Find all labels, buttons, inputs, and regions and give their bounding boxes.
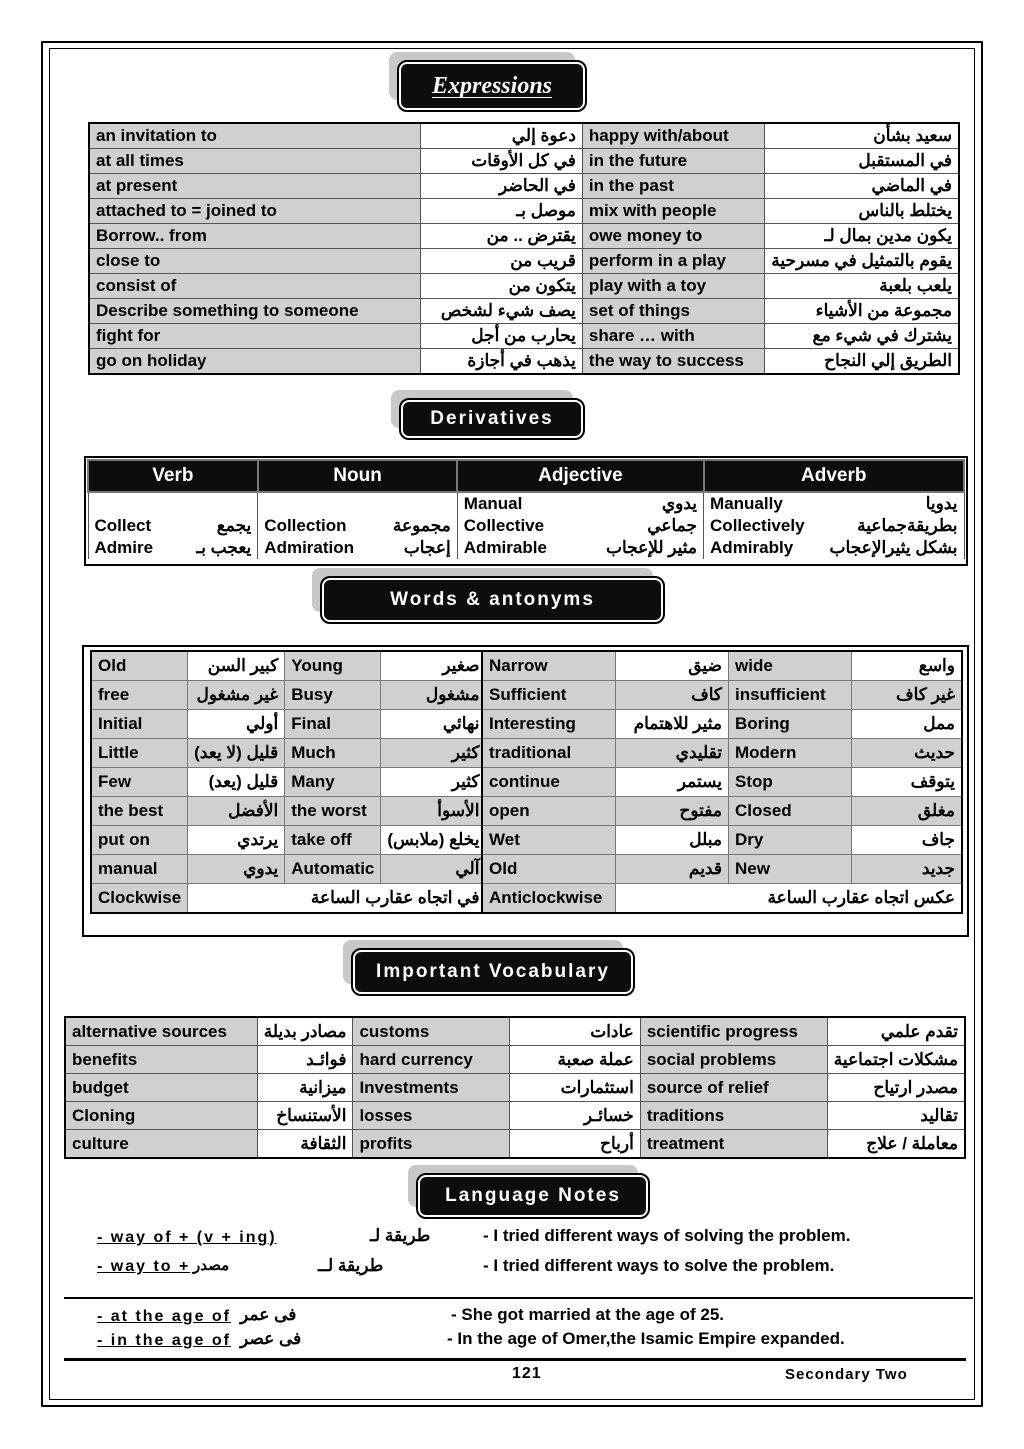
antonym-meaning: تقليدي (616, 739, 729, 768)
antonym-row (482, 739, 962, 768)
derivative-ar: يجمع (216, 516, 252, 535)
vocabulary-en: customs (353, 1017, 509, 1046)
expression-ar: في المستقبل (765, 149, 959, 174)
antonym-meaning: آلي (381, 855, 487, 884)
vocabulary-en: scientific progress (640, 1017, 827, 1046)
expression-en: an invitation to (89, 123, 420, 149)
antonym-word: Many (285, 768, 381, 797)
antonym-word: Narrow (482, 651, 616, 681)
antonym-word: open (482, 797, 616, 826)
antonym-row (91, 651, 486, 681)
antonym-meaning: يرتدي (188, 826, 285, 855)
antonym-meaning: كثير (381, 739, 487, 768)
expression-row (89, 324, 959, 349)
derivative-row (88, 537, 964, 559)
vocabulary-row (65, 1102, 965, 1130)
note-way-of-key: - way of + (v + ing) (97, 1229, 277, 1246)
antonym-meaning: قديم (616, 855, 729, 884)
vocabulary-en: social problems (640, 1046, 827, 1074)
expression-ar: في الماضي (765, 174, 959, 199)
antonym-word: Much (285, 739, 381, 768)
expression-row (89, 274, 959, 299)
antonym-word: Automatic (285, 855, 381, 884)
antonym-meaning: قليل (يعد) (188, 768, 285, 797)
antonym-word: take off (285, 826, 381, 855)
vocabulary-en: Cloning (65, 1102, 257, 1130)
derivative-cell (88, 492, 258, 515)
note-way-of-example: - I tried different ways of solving the problem. (483, 1226, 851, 1245)
vocabulary-row (65, 1017, 965, 1046)
expression-ar: الطريق إلي النجاح (765, 349, 959, 375)
antonym-word: Closed (729, 797, 852, 826)
vocabulary-ar: عادات (509, 1017, 640, 1046)
antonyms-header: Words & antonyms (322, 578, 663, 622)
derivative-cell (704, 537, 964, 559)
antonym-meaning: مثير للاهتمام (616, 710, 729, 739)
derivatives-table (87, 459, 965, 559)
antonym-row (482, 855, 962, 884)
derivative-column-header: Adjective (457, 460, 703, 492)
note-in-age-arabic: فى عصر (240, 1329, 302, 1348)
vocabulary-ar: فوائـد (257, 1046, 353, 1074)
note-in-age-key: - in the age of (97, 1332, 231, 1349)
vocabulary-header: Important Vocabulary (353, 950, 633, 994)
vocabulary-ar: معاملة / علاج (827, 1130, 965, 1159)
antonym-meaning: مغلق (852, 797, 963, 826)
expression-ar: سعيد بشأن (765, 123, 959, 149)
expression-row (89, 249, 959, 274)
note-way-to-arabic-1: مصدر (193, 1257, 230, 1274)
vocabulary-en: culture (65, 1130, 257, 1159)
vocabulary-ar: ميزانية (257, 1074, 353, 1102)
antonym-meaning: الأفضل (188, 797, 285, 826)
derivatives-header: Derivatives (401, 400, 583, 438)
note-way-to-arabic-2: طريقة لــ (318, 1256, 384, 1275)
derivative-column-header: Adverb (704, 460, 964, 492)
expression-en: consist of (89, 274, 420, 299)
antonym-meaning: غير مشغول (188, 681, 285, 710)
antonym-row (482, 710, 962, 739)
expression-en: perform in a play (582, 249, 764, 274)
expression-row (89, 349, 959, 375)
vocabulary-table (64, 1016, 966, 1159)
note-way-to-example: - I tried different ways to solve the problem. (483, 1256, 835, 1275)
antonym-row (482, 826, 962, 855)
antonym-row (482, 884, 962, 914)
antonym-word: Clockwise (91, 884, 188, 914)
expression-ar: مجموعة من الأشياء (765, 299, 959, 324)
vocabulary-en: losses (353, 1102, 509, 1130)
derivative-cell (88, 515, 258, 537)
expression-ar: يلعب بلعبة (765, 274, 959, 299)
vocabulary-ar: مصدر ارتياح (827, 1074, 965, 1102)
antonym-meaning: يدوي (188, 855, 285, 884)
antonym-word: Modern (729, 739, 852, 768)
antonyms-right-table (481, 650, 963, 914)
antonym-meaning: واسع (852, 651, 963, 681)
derivative-cell (258, 515, 457, 537)
vocabulary-en: profits (353, 1130, 509, 1159)
vocabulary-ar: مصادر بديلة (257, 1017, 353, 1046)
derivative-en: Collectively (710, 516, 805, 535)
expression-en: owe money to (582, 224, 764, 249)
antonym-meaning: مفتوح (616, 797, 729, 826)
derivative-column-header: Verb (88, 460, 258, 492)
expression-en: go on holiday (89, 349, 420, 375)
derivative-ar: يدويا (925, 494, 958, 513)
derivative-en: Collection (264, 516, 347, 535)
antonym-word: Old (91, 651, 188, 681)
antonym-meaning: يتوقف (852, 768, 963, 797)
antonym-word: New (729, 855, 852, 884)
derivative-ar: إعجاب (403, 538, 451, 557)
derivative-en: Admire (94, 538, 154, 557)
antonym-word: Busy (285, 681, 381, 710)
derivative-cell (704, 515, 964, 537)
antonym-word: Initial (91, 710, 188, 739)
expression-row (89, 149, 959, 174)
antonym-meaning: حديث (852, 739, 963, 768)
antonym-word: insufficient (729, 681, 852, 710)
vocabulary-ar: خسائـر (509, 1102, 640, 1130)
antonym-meaning: كبير السن (188, 651, 285, 681)
expression-row (89, 123, 959, 149)
vocabulary-ar: أرباح (509, 1130, 640, 1159)
antonym-word: Boring (729, 710, 852, 739)
antonym-word: Wet (482, 826, 616, 855)
expression-en: happy with/about (582, 123, 764, 149)
vocabulary-ar: الثقافة (257, 1130, 353, 1159)
antonym-meaning: في اتجاه عقارب الساعة (188, 884, 487, 914)
vocabulary-en: hard currency (353, 1046, 509, 1074)
derivative-en: Manual (463, 494, 523, 513)
expression-ar: يصف شيء لشخص (420, 299, 582, 324)
antonym-word: free (91, 681, 188, 710)
antonym-word: Interesting (482, 710, 616, 739)
vocabulary-ar: استثمارات (509, 1074, 640, 1102)
vocabulary-row (65, 1074, 965, 1102)
antonym-word: traditional (482, 739, 616, 768)
antonym-meaning: كثير (381, 768, 487, 797)
notes-divider (64, 1297, 973, 1299)
expression-ar: في كل الأوقات (420, 149, 582, 174)
antonym-meaning: عكس اتجاه عقارب الساعة (616, 884, 963, 914)
vocabulary-ar: عملة صعبة (509, 1046, 640, 1074)
footer-rule (64, 1358, 966, 1361)
expression-ar: يذهب في أجازة (420, 349, 582, 375)
derivative-row (88, 515, 964, 537)
expression-en: at present (89, 174, 420, 199)
antonym-row (91, 739, 486, 768)
expression-en: set of things (582, 299, 764, 324)
antonym-word: continue (482, 768, 616, 797)
derivative-ar: بشكل يثيرالإعجاب (829, 538, 958, 557)
derivative-cell (457, 537, 703, 559)
note-at-age-arabic: فى عمر (240, 1305, 297, 1324)
notes-header: Language Notes (418, 1175, 648, 1217)
vocabulary-ar: الأستنساخ (257, 1102, 353, 1130)
expression-row (89, 174, 959, 199)
antonym-row (91, 855, 486, 884)
expression-ar: يختلط بالناس (765, 199, 959, 224)
page-number: 121 (512, 1365, 542, 1382)
expression-ar: موصل بـ (420, 199, 582, 224)
antonym-row (91, 797, 486, 826)
expression-en: play with a toy (582, 274, 764, 299)
derivative-column-header: Noun (258, 460, 457, 492)
derivative-en: Manually (710, 494, 783, 513)
antonym-meaning: يخلع (ملابس) (381, 826, 487, 855)
expression-en: Describe something to someone (89, 299, 420, 324)
expression-ar: يحارب من أجل (420, 324, 582, 349)
antonyms-left-table (90, 650, 487, 914)
antonym-row (482, 681, 962, 710)
derivative-cell (457, 492, 703, 515)
expressions-table (88, 122, 960, 375)
derivative-ar: يدوي (661, 494, 698, 513)
derivative-en: Admirable (463, 538, 547, 557)
antonym-meaning: أولي (188, 710, 285, 739)
vocabulary-en: Investments (353, 1074, 509, 1102)
vocabulary-en: benefits (65, 1046, 257, 1074)
expression-row (89, 199, 959, 224)
expression-ar: قريب من (420, 249, 582, 274)
derivative-cell (457, 515, 703, 537)
expression-ar: دعوة إلي (420, 123, 582, 149)
derivative-cell (258, 492, 457, 515)
antonym-meaning: مشغول (381, 681, 487, 710)
antonym-word: Stop (729, 768, 852, 797)
antonym-word: wide (729, 651, 852, 681)
expression-en: mix with people (582, 199, 764, 224)
antonym-meaning: نهائي (381, 710, 487, 739)
derivative-en: Collect (94, 516, 152, 535)
vocabulary-en: budget (65, 1074, 257, 1102)
antonym-word: Few (91, 768, 188, 797)
antonym-word: Final (285, 710, 381, 739)
expression-row (89, 224, 959, 249)
antonym-word: Anticlockwise (482, 884, 616, 914)
expression-ar: يقترض .. من (420, 224, 582, 249)
antonym-meaning: غير كاف (852, 681, 963, 710)
vocabulary-en: traditions (640, 1102, 827, 1130)
antonym-row (91, 884, 486, 914)
antonym-word: manual (91, 855, 188, 884)
derivative-en: Admirably (710, 538, 794, 557)
expression-en: in the future (582, 149, 764, 174)
note-in-age-example: - In the age of Omer,the Isamic Empire expanded. (447, 1329, 845, 1348)
antonym-word: Little (91, 739, 188, 768)
antonym-meaning: ممل (852, 710, 963, 739)
vocabulary-en: source of relief (640, 1074, 827, 1102)
expression-en: attached to = joined to (89, 199, 420, 224)
antonym-row (91, 826, 486, 855)
antonym-row (482, 797, 962, 826)
antonym-word: Young (285, 651, 381, 681)
expression-ar: في الحاضر (420, 174, 582, 199)
expression-en: close to (89, 249, 420, 274)
derivative-ar: مثير للإعجاب (605, 538, 698, 557)
expression-en: in the past (582, 174, 764, 199)
antonym-word: Sufficient (482, 681, 616, 710)
note-at-age-example: - She got married at the age of 25. (451, 1305, 725, 1324)
antonym-meaning: جاف (852, 826, 963, 855)
note-way-of-arabic: طريقة لـ (370, 1226, 431, 1245)
expression-en: the way to success (582, 349, 764, 375)
antonym-row (482, 651, 962, 681)
expression-ar: يتكون من (420, 274, 582, 299)
antonym-word: put on (91, 826, 188, 855)
expression-en: fight for (89, 324, 420, 349)
note-way-to-key: - way to + (97, 1258, 191, 1275)
derivative-ar: بطريقةجماعية (857, 516, 958, 535)
antonym-word: the best (91, 797, 188, 826)
vocabulary-en: alternative sources (65, 1017, 257, 1046)
derivative-en: Collective (463, 516, 545, 535)
derivative-cell (258, 537, 457, 559)
expression-ar: يكون مدين بمال لـ (765, 224, 959, 249)
antonym-meaning: مبلل (616, 826, 729, 855)
derivative-row (88, 492, 964, 515)
derivative-cell (704, 492, 964, 515)
vocabulary-ar: مشكلات اجتماعية (827, 1046, 965, 1074)
antonym-word: Old (482, 855, 616, 884)
derivative-ar: جماعي (647, 516, 698, 535)
vocabulary-ar: تقدم علمي (827, 1017, 965, 1046)
expressions-header: Expressions (399, 62, 585, 110)
antonym-meaning: ضيق (616, 651, 729, 681)
note-at-age-key: - at the age of (97, 1308, 232, 1325)
vocabulary-row (65, 1130, 965, 1159)
antonym-row (482, 768, 962, 797)
vocabulary-en: treatment (640, 1130, 827, 1159)
expression-row (89, 299, 959, 324)
expression-en: at all times (89, 149, 420, 174)
antonym-meaning: صغير (381, 651, 487, 681)
antonym-row (91, 768, 486, 797)
derivative-cell (88, 537, 258, 559)
antonym-meaning: يستمر (616, 768, 729, 797)
antonym-meaning: الأسوأ (381, 797, 487, 826)
derivative-ar: مجموعة (392, 516, 451, 535)
vocabulary-row (65, 1046, 965, 1074)
antonym-row (91, 710, 486, 739)
expression-en: share … with (582, 324, 764, 349)
book-title: Secondary Two (785, 1366, 908, 1383)
antonym-meaning: كاف (616, 681, 729, 710)
antonym-word: Dry (729, 826, 852, 855)
antonym-word: the worst (285, 797, 381, 826)
expression-ar: يشترك في شيء مع (765, 324, 959, 349)
derivative-en: Admiration (264, 538, 355, 557)
expression-en: Borrow.. from (89, 224, 420, 249)
derivative-ar: يعجب بـ (196, 538, 252, 557)
expression-ar: يقوم بالتمثيل في مسرحية (765, 249, 959, 274)
antonym-meaning: جديد (852, 855, 963, 884)
antonym-row (91, 681, 486, 710)
antonym-meaning: قليل (لا يعد) (188, 739, 285, 768)
vocabulary-ar: تقاليد (827, 1102, 965, 1130)
